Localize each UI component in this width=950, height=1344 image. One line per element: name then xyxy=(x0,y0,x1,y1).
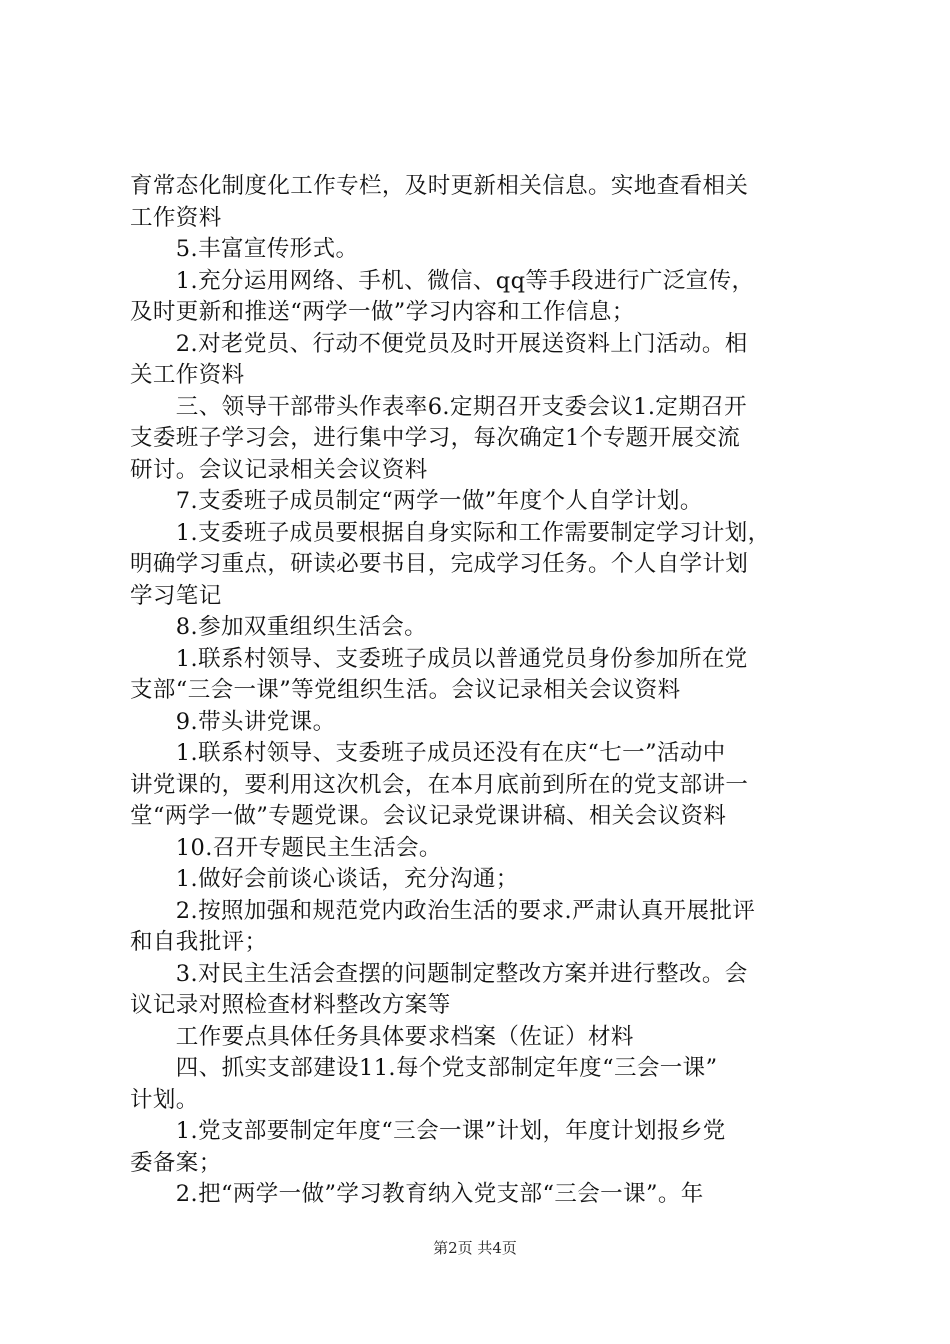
text-line: 及时更新和推送“两学一做”学习内容和工作信息； xyxy=(130,299,635,325)
page-footer: 第2页 共4页 xyxy=(433,1239,517,1257)
text-line: 堂“两学一做”专题党课。会议记录党课讲稿、相关会议资料 xyxy=(130,803,727,829)
text-line: 1.联系村领导、支委班子成员还没有在庆“七一”活动中 xyxy=(130,740,726,766)
text-line: 1.支委班子成员要根据自身实际和工作需要制定学习计划， xyxy=(130,519,771,546)
document-body xyxy=(130,171,830,1211)
text-line: 研讨。会议记录相关会议资料 xyxy=(130,456,428,483)
text-line: 关工作资料 xyxy=(130,362,245,388)
text-line: 2.按照加强和规范党内政治生活的要求.严肃认真开展批评 xyxy=(130,897,756,924)
text-line: 支部“三会一课”等党组织生活。会议记录相关会议资料 xyxy=(130,677,681,703)
text-line: 讲党课的，要利用这次机会，在本月底前到所在的党支部讲一 xyxy=(130,771,749,798)
text-line: 工作要点具体任务具体要求档案（佐证）材料 xyxy=(130,1023,634,1050)
text-line: 育常态化制度化工作专栏，及时更新相关信息。实地查看相关 xyxy=(130,173,749,199)
text-line: 5.丰富宣传形式。 xyxy=(130,236,359,262)
text-line: 9.带头讲党课。 xyxy=(130,708,336,735)
text-line: 议记录对照检查材料整改方案等 xyxy=(130,992,451,1018)
text-line: 工作资料 xyxy=(130,204,222,231)
text-line: 支委班子学习会，进行集中学习，每次确定1个专题开展交流 xyxy=(130,425,741,451)
text-line: 8.参加双重组织生活会。 xyxy=(130,614,428,640)
text-line: 1.充分运用网络、手机、微信、qq等手段进行广泛宣传， xyxy=(130,267,755,294)
text-line: 学习笔记 xyxy=(130,582,222,609)
text-line: 1.做好会前谈心谈话，充分沟通； xyxy=(130,866,519,892)
text-line: 委备案； xyxy=(130,1149,222,1176)
text-line: 7.支委班子成员制定“两学一做”年度个人自学计划。 xyxy=(130,488,703,514)
text-line: 四、抓实支部建设11.每个党支部制定年度“三会一课” xyxy=(130,1055,718,1081)
text-line: 和自我批评； xyxy=(130,929,268,955)
text-line: 明确学习重点，研读必要书目，完成学习任务。个人自学计划 xyxy=(130,551,749,577)
text-line: 10.召开专题民主生活会。 xyxy=(130,834,442,861)
text-line: 计划。 xyxy=(130,1086,199,1113)
text-line: 3.对民主生活会查摆的问题制定整改方案并进行整改。会 xyxy=(130,960,748,987)
text-line: 2.对老党员、行动不便党员及时开展送资料上门活动。相 xyxy=(130,330,748,357)
text-line: 1.联系村领导、支委班子成员以普通党员身份参加所在党 xyxy=(130,645,748,672)
text-line: 三、领导干部带头作表率6.定期召开支委会议1.定期召开 xyxy=(130,393,748,420)
text-line: 2.把“两学一做”学习教育纳入党支部“三会一课”。年 xyxy=(130,1181,704,1207)
text-line: 1.党支部要制定年度“三会一课”计划，年度计划报乡党 xyxy=(130,1118,726,1144)
